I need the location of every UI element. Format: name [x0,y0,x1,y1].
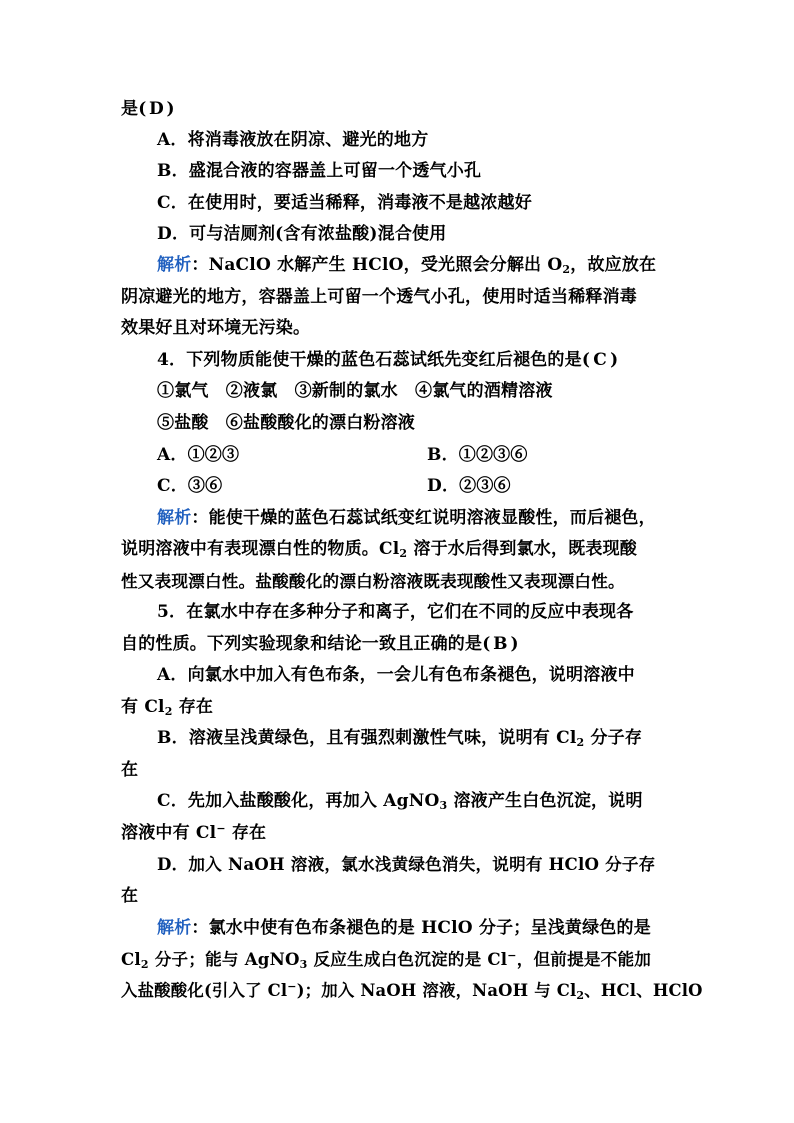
q3-analysis-line2: 阴凉避光的地方，容器盖上可留一个透气小孔，使用时适当稀释消毒 [121,287,637,307]
q4-stem: 4．下列物质能使干燥的蓝色石蕊试纸先变红后褪色的是( C ) [157,350,619,370]
q3-answer: D [148,99,164,119]
q4-analysis-line1: 解析：能使干燥的蓝色石蕊试纸变红说明溶液显酸性，而后褪色， [157,508,656,528]
q4-items-line2: ⑤盐酸 ⑥盐酸酸化的漂白粉溶液 [157,413,415,433]
q3-analysis-line3: 效果好且对环境无污染。 [121,318,311,338]
q3-option-a: A．将消毒液放在阴凉、避光的地方 [157,130,429,150]
q4-answer: C [593,350,607,370]
q5-option-b-line2: 在 [121,760,139,780]
q4-option-c: C．③⑥ [157,476,223,496]
q3-analysis-line1: 解析：NaClO 水解产生 HClO，受光照会分解出 $O_2$，故应放在 [157,255,657,276]
q3-option-b: B．盛混合液的容器盖上可留一个透气小孔 [157,161,482,181]
q4-option-b: B．①②③⑥ [427,445,528,465]
q4-analysis-line3: 性又表现漂白性。盐酸酸化的漂白粉溶液既表现酸性又表现漂白性。 [121,571,625,591]
q4-items-line1: ①氯气 ②液氯 ③新制的氯水 ④氯气的酒精溶液 [157,381,553,401]
q5-analysis-line3: 入盐酸酸化(引入了 Cl−)；加入 NaOH 溶液，NaOH 与 $Cl_2$、HCl、HClO [121,980,703,1002]
q5-option-a-line1: A．向氯水中加入有色布条，一会儿有色布条褪色，说明溶液中 [157,665,635,685]
q3-option-d: D．可与洁厕剂(含有浓盐酸)混合使用 [157,224,447,244]
q5-answer: B [493,634,508,654]
q5-option-c-line1: C．先加入盐酸酸化，再加入 AgNO$_3$ 溶液产生白色沉淀，说明 [157,791,643,812]
q5-option-b-line1: B．溶液呈浅黄绿色，且有强烈刺激性气味，说明有 $Cl_2$ 分子存 [157,728,643,749]
q4-analysis-line2: 说明溶液中有表现漂白性的物质。$Cl_2$ 溶于水后得到氯水，既表现酸 [121,539,637,560]
analysis-label: 解析 [157,255,192,275]
analysis-label: 解析 [157,508,192,528]
q5-analysis-line1: 解析：氯水中使有色布条褪色的是 HClO 分子；呈浅黄绿色的是 [157,918,651,938]
q5-option-d-line1: D．加入 NaOH 溶液，氯水浅黄绿色消失，说明有 HClO 分子存 [157,854,656,874]
q5-analysis-line2: $Cl_2$ 分子；能与 AgNO$_3$ 反应生成白色沉淀的是 Cl−，但前提是不能加 [121,949,652,971]
analysis-label: 解析 [157,918,192,938]
q5-option-a-line2: 有 $Cl_2$ 存在 [121,697,214,718]
q3-option-c: C．在使用时，要适当稀释，消毒液不是越浓越好 [157,193,532,213]
q5-stem-line1: 5．在氯水中存在多种分子和离子，它们在不同的反应中表现各 [157,602,634,622]
q3-stem-tail: 是( D ) [121,99,175,119]
q5-option-c-line2: 溶液中有 Cl− 存在 [121,822,267,843]
q4-option-a: A．①②③ [157,445,240,465]
q4-option-d: D．②③⑥ [427,476,511,496]
q5-option-d-line2: 在 [121,886,139,906]
q5-stem-line2: 自的性质。下列实验现象和结论一致且正确的是( B ) [121,634,519,654]
